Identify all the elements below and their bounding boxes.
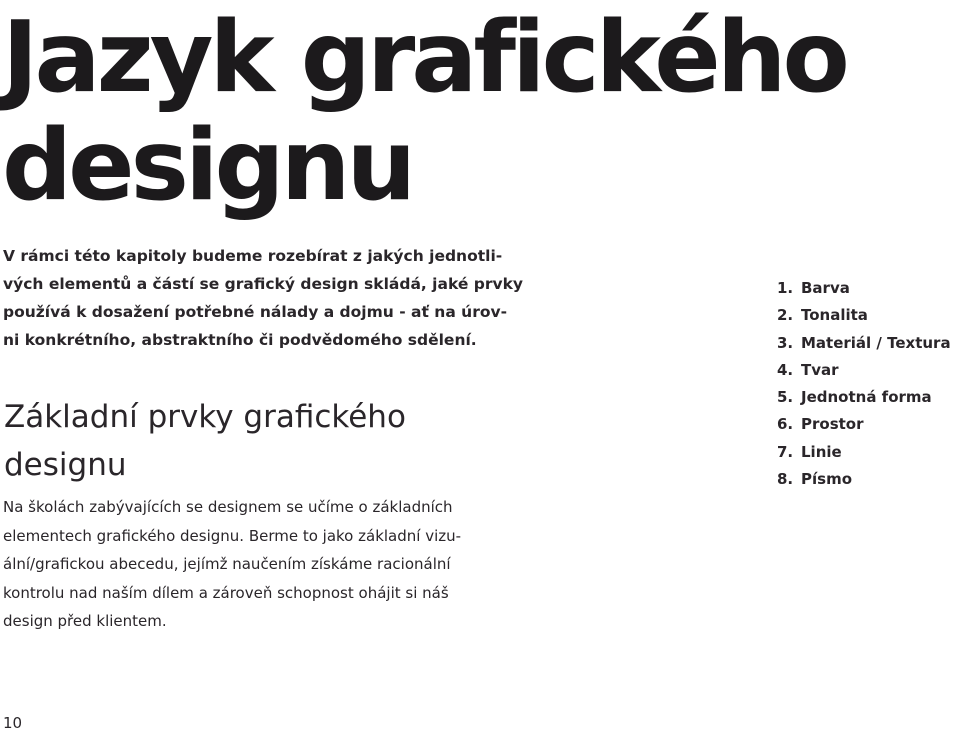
intro-line: vých elementů a částí se grafický design skládá, jaké prvky: [3, 275, 524, 293]
list-item-label: Barva: [801, 279, 850, 297]
list-item: [777, 411, 960, 438]
list-item-number: 1.: [777, 279, 794, 297]
section-body-paragraph: [3, 493, 543, 636]
body-line: elementech grafického designu. Berme to jako základní vizu-: [3, 526, 462, 545]
list-item: [777, 384, 960, 411]
list-item-label: Písmo: [801, 470, 852, 489]
list-item-number: 3.: [777, 333, 794, 352]
list-item-number: 5.: [777, 388, 794, 407]
page-number: 10: [3, 714, 23, 732]
list-item-number: 6.: [777, 415, 794, 434]
page-title-line: Jazyk grafického: [2, 1, 846, 115]
list-item-number: 4.: [777, 360, 794, 379]
page-title: [2, 1, 942, 223]
list-item-label: Tonalita: [801, 306, 868, 325]
body-line: design před klientem.: [3, 612, 167, 630]
intro-line: V rámci této kapitoly budeme rozebírat z jakých jednotli-: [3, 247, 503, 265]
list-item: [777, 466, 960, 493]
list-item-number: 2.: [777, 306, 794, 325]
intro-line: ni konkrétního, abstraktního či podvědomého sdělení.: [3, 331, 477, 349]
body-line: Na školách zabývajících se designem se učíme o základních: [3, 498, 453, 516]
intro-line: používá k dosažení potřebné nálady a dojmu - ať na úrov-: [3, 303, 508, 321]
section-heading-line: Základní prvky grafického: [4, 399, 406, 435]
list-item-label: Tvar: [801, 360, 839, 379]
body-line: ální/grafickou abecedu, jejímž naučením získáme racionální: [3, 555, 451, 573]
list-item-number: 7.: [777, 442, 794, 461]
intro-paragraph: [3, 242, 543, 354]
list-item: [777, 439, 960, 466]
list-item-number: 8.: [777, 470, 794, 489]
list-item: [777, 275, 960, 302]
list-item: [777, 357, 960, 384]
list-item-label: Jednotná forma: [801, 388, 932, 407]
list-item-label: Prostor: [801, 415, 864, 434]
body-line: kontrolu nad naším dílem a zároveň schopnost ohájit si náš: [3, 583, 449, 602]
design-elements-list: [777, 275, 960, 493]
list-item: [777, 302, 960, 329]
list-item-label: Linie: [801, 442, 842, 461]
page-title-line: designu: [2, 109, 413, 223]
list-item-label: Materiál / Textura: [801, 333, 951, 352]
section-heading-line: designu: [4, 447, 127, 483]
list-item: [777, 330, 960, 357]
section-heading: [4, 393, 524, 489]
